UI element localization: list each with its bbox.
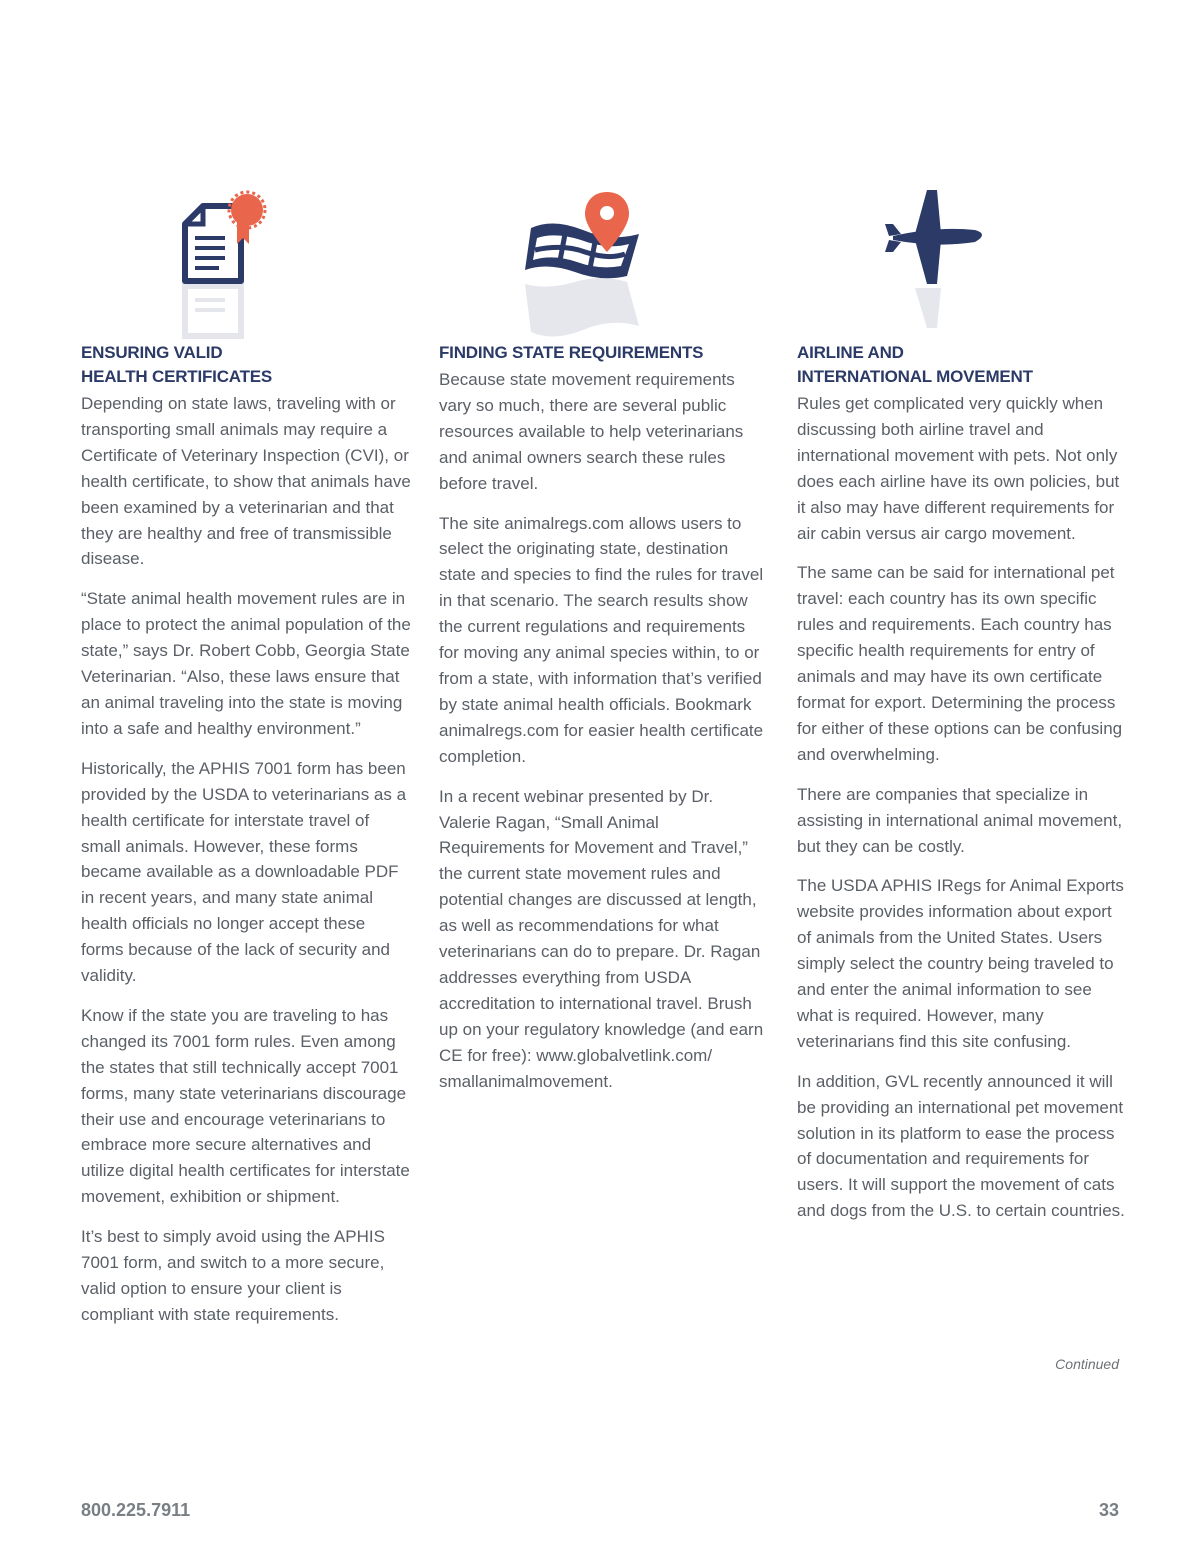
airplane-icon <box>885 188 989 348</box>
section-heading <box>439 341 703 365</box>
section-body <box>797 391 1127 1238</box>
paragraph: The same can be said for international pet travel: each country has its own specific rules and requirements. Each country has specific health requirements for entry of animals and may have its own certificate format for export. Determining the process for either of these options can be confusing and overwhelming. <box>797 563 1123 764</box>
paragraph: In addition, GVL recently announced it will be providing an international pet movement solution in its platform to ease the process of documentation and requirements for users. It will support the movement of cats and dogs from the U.S. to certain countries. <box>797 1071 1125 1221</box>
paragraph: Rules get complicated very quickly when discussing both airline travel and international movement with pets. Not only does each airline have its own policies, but it also may have different requirements for air cabin versus air cargo movement. <box>797 394 1120 543</box>
paragraph: In a recent webinar presented by Dr. Valerie Ragan, “Small Animal Requirements for Movement and Travel,” the current state movement rules and potential changes are discussed at length, as well as recommendations for what veterinarians can do to prepare. Dr. Ragan addresses everything from USDA accreditation to international travel. Brush up on your regulatory knowledge (and earn CE for free): www.globalvetlink.com/ smallanimalmovement. <box>439 786 764 1091</box>
section-body <box>81 391 411 1342</box>
heading-line: ENSURING VALID <box>81 343 223 362</box>
paragraph: Historically, the APHIS 7001 form has been provided by the USDA to veterinarians as a health certificate for interstate travel of small animals. However, these forms became available as a downloadable PDF in recent years, and many state animal health officials no longer accept these forms because of the lack of security and validity. <box>81 758 407 986</box>
section-heading <box>797 341 1033 389</box>
heading-line: INTERNATIONAL MOVEMENT <box>797 367 1033 386</box>
paragraph: The USDA APHIS IRegs for Animal Exports website provides information about export of animals from the United States. Users simply select the country being traveled to and enter the animal information to see what is required. However, many veterinarians find this site confusing. <box>797 876 1124 1051</box>
paragraph: “State animal health movement rules are in place to protect the animal population of the state,” says Dr. Robert Cobb, Georgia State Veterinarian. “Also, these laws ensure that an animal traveling into the state is moving into a safe and healthy environment.” <box>81 589 411 738</box>
page-number: 33 <box>1098 1500 1119 1520</box>
map-pin-icon <box>523 186 643 346</box>
heading-line: FINDING STATE REQUIREMENTS <box>439 343 704 362</box>
continued-label: Continued <box>1055 1356 1119 1372</box>
paragraph: Because state movement requirements vary so much, there are several public resources available to help veterinarians and animal owners search these rules before travel. <box>439 370 744 493</box>
footer-phone-number: 800.225.7911 <box>81 1500 191 1520</box>
paragraph: It’s best to simply avoid using the APHIS 7001 form, and switch to a more secure, valid option to ensure your client is compliant with state requirements. <box>81 1227 385 1324</box>
paragraph: There are companies that specialize in assisting in international animal movement, but they can be costly. <box>797 784 1123 856</box>
heading-line: HEALTH CERTIFICATES <box>81 367 273 386</box>
heading-line: AIRLINE AND <box>797 343 904 362</box>
paragraph: The site animalregs.com allows users to select the originating state, destination state and species to find the rules for travel in that scenario. The search results show the current regulations and requirements for moving any animal species within, to or from a state, with information that’s verified by state animal health officials. Bookmark animalregs.com for easier health certificate completion. <box>439 513 764 766</box>
section-heading <box>81 341 272 389</box>
certificate-icon <box>181 186 271 346</box>
section-body <box>439 367 769 1108</box>
paragraph: Know if the state you are traveling to has changed its 7001 form rules. Even among the states that still technically accept 7001 forms, many state veterinarians discourage their use and encourage veterinarians to embrace more secure alternatives and utilize digital health certificates for interstate movement, exhibition or shipment. <box>81 1005 410 1207</box>
paragraph: Depending on state laws, traveling with or transporting small animals may require a Certificate of Veterinary Inspection (CVI), or health certificate, to show that animals have been examined by a veterinarian and that they are healthy and free of transmissible disease. <box>81 394 411 569</box>
